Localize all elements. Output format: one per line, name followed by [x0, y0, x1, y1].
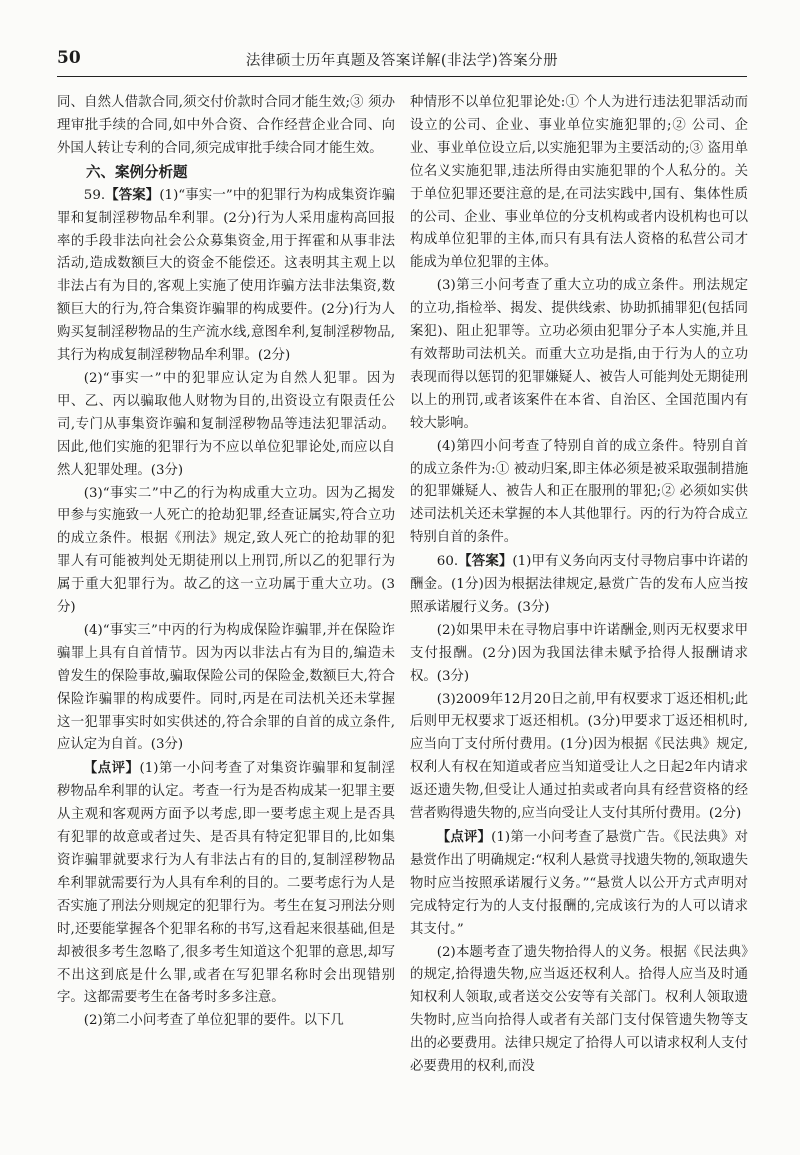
q59-comment-1	[57, 757, 395, 1010]
page-header	[57, 44, 747, 74]
comment-text: (1)第一小问考查了悬赏广告。《民法典》对悬赏作出了明确规定:“权利人悬赏寻找遗失物的,领取遗失物时应当按照承诺履行义务。”“悬赏人以公开方式声明对完成特定行为的人支付报酬的,完成该行为的人可以请求其支付。”	[410, 830, 748, 937]
q59-answer-3: (3)“事实二”中乙的行为构成重大立功。因为乙揭发甲参与实施致一人死亡的抢劫犯罪,经查证属实,符合立功的成立条件。根据《刑法》规定,致人死亡的抢劫罪的犯罪人有可能被判处无期徒刑以上刑罚,所以乙的犯罪行为属于重大犯罪行为。故乙的这一立功属于重大立功。(3分)	[57, 485, 395, 616]
q60-answer-3: (3)2009年12月20日之前,甲有权要求丁返还相机;此后则甲无权要求丁返还相机。(3分)甲要求丁返还相机时,应当向丁支付所付费用。(1分)因为根据《民法典》规定,权利人有权在知道或者应当知道受让人之日起2年内请求返还遗失物,但受让人通过拍卖或者向具有经营资格的经营者购得遗失物的,应当向受让人支付其所付费用。(2分)	[410, 691, 748, 822]
page-number: 50	[57, 48, 81, 68]
q60-answer-2: (2)如果甲未在寻物启事中许诺酬金,则丙无权要求甲支付报酬。(2分)因为我国法律未赋予拾得人报酬请求权。(3分)	[410, 622, 748, 684]
comment-tag: 【点评】	[436, 829, 492, 845]
q60-comment-2: (2)本题考查了遗失物拾得人的义务。根据《民法典》的规定,拾得遗失物,应当返还权利人。拾得人应当及时通知权利人领取,或者送交公安等有关部门。权利人领取遗失物时,应当向拾得人或者有关部门支付保管遗失物等支出的必要费用。法律只规定了拾得人可以请求权利人支付必要费用的权利,而没	[410, 944, 748, 1075]
answer-tag: 【答案】	[105, 186, 160, 203]
q59-comment-4: (4)第四小问考查了特别自首的成立条件。特别自首的成立条件为:① 被动归案,即主体必须是被采取强制措施的犯罪嫌疑人、被告人和正在服刑的罪犯;② 必须如实供述司法机关还未掌握的本人其他罪行。丙的行为符合成立特别自首的条件。	[410, 438, 748, 546]
q60-comment-1	[410, 826, 748, 942]
q59-comment-2: (2)第二小问考查了单位犯罪的要件。以下几	[83, 1013, 344, 1029]
question-number: 60.	[436, 554, 459, 570]
answer-tag: 【答案】	[458, 553, 513, 570]
section-title: 六、案例分析题	[86, 163, 188, 181]
header-rule	[57, 76, 747, 77]
q59-comment-3: (3)第三小问考查了重大立功的成立条件。刑法规定的立功,指检举、揭发、提供线索、协助抓捕罪犯(包括同案犯)、阻止犯罪等。立功必须由犯罪分子本人实施,并且有效帮助司法机关。而重大立功是指,由于行为人的立功表现而得以惩罚的犯罪嫌疑人、被告人可能判处无期徒刑以上的刑罚,或者该案件在本省、自治区、全国范围内有较大影响。	[410, 278, 748, 431]
answer-text: (1)甲有义务向丙支付寻物启事中许诺的酬金。(1分)因为根据法律规定,悬赏广告的发布人应当按照承诺履行义务。(3分)	[410, 554, 749, 615]
paragraph-continued: 同、自然人借款合同,须交付价款时合同才能生效;③ 须办理审批手续的合同,如中外合资、合作经营企业合同、向外国人转让专利的合同,须完成审批手续合同才能生效。	[57, 95, 395, 156]
q59-answer-4: (4)“事实三”中丙的行为构成保险诈骗罪,并在保险诈骗罪上具有自首情节。因为丙以非法占有为目的,编造未曾发生的保险事故,骗取保险公司的保险金,数额巨大,符合保险诈骗罪的构成要件。同时,丙是在司法机关还未掌握这一犯罪事实时如实供述的,符合余罪的自首的成立条件,应认定为自首。(3分)	[57, 622, 395, 753]
answer-text: (1)“事实一”中的犯罪行为构成集资诈骗罪和复制淫秽物品牟利罪。(2分)行为人采用虚构高回报率的手段非法向社会公众募集资金,用于挥霍和从事非法活动,造成数额巨大的资金不能偿还。这表明其主观上以非法占有为目的,客观上实施了使用诈骗方法非法集资,数额巨大的行为,符合集资诈骗罪的构成要件。(2分)行为人购买复制淫秽物品的生产流水线,意图牟利,复制淫秽物品,其行为构成复制淫秽物品牟利罪。(2分)	[57, 187, 395, 364]
question-number: 59.	[83, 187, 106, 203]
running-title: 法律硕士历年真题及答案详解(非法学)答案分册	[245, 53, 559, 69]
comment-text: (1)第一小问考查了对集资诈骗罪和复制淫秽物品牟利罪的认定。考查一行为是否构成某一犯罪主要从主观和客观两方面予以考虑,即一要考虑主观上是否具有犯罪的故意或者过失、是否具有特定犯罪目的,比如集资诈骗罪就要求行为人有非法占有的目的,复制淫秽物品牟利罪就需要行为人具有牟利的目的。二要考虑行为人是否实施了刑法分则规定的犯罪行为。考生在复习刑法分则时,还要能掌握各个犯罪名称的书写,这看起来很基础,但是却被很多考生忽略了,很多考生知道这个犯罪的意思,却写不出这到底是什么罪,或者在写犯罪名称时会出现错别字。这都需要考生在备考时多多注意。	[57, 761, 396, 1006]
left-column	[57, 92, 395, 1033]
q60-answer-1	[410, 550, 748, 620]
comment-tag: 【点评】	[83, 760, 140, 777]
q59-answer-2: (2)“事实一”中的犯罪应认定为自然人犯罪。因为甲、乙、丙以骗取他人财物为目的,出资设立有限责任公司,专门从事集资诈骗和复制淫秽物品等违法犯罪活动。因此,他们实施的犯罪行为不应以单位犯罪论处,而应以自然人犯罪处理。(3分)	[57, 370, 395, 478]
paragraph-continued: 种情形不以单位犯罪论处:① 个人为进行违法犯罪活动而设立的公司、企业、事业单位实施犯罪的;② 公司、企业、事业单位设立后,以实施犯罪为主要活动的;③ 盗用单位名义实施犯罪,违法所得由实施犯罪的个人私分的。关于单位犯罪还要注意的是,在司法实践中,国有、集体性质的公司、企业、事业单位的分支机构或者内设机构也可以构成单位犯罪的主体,而只有具有法人资格的私营公司才能成为单位犯罪的主体。	[410, 95, 748, 271]
right-column	[410, 92, 748, 1079]
q59-answer-1	[57, 184, 395, 368]
